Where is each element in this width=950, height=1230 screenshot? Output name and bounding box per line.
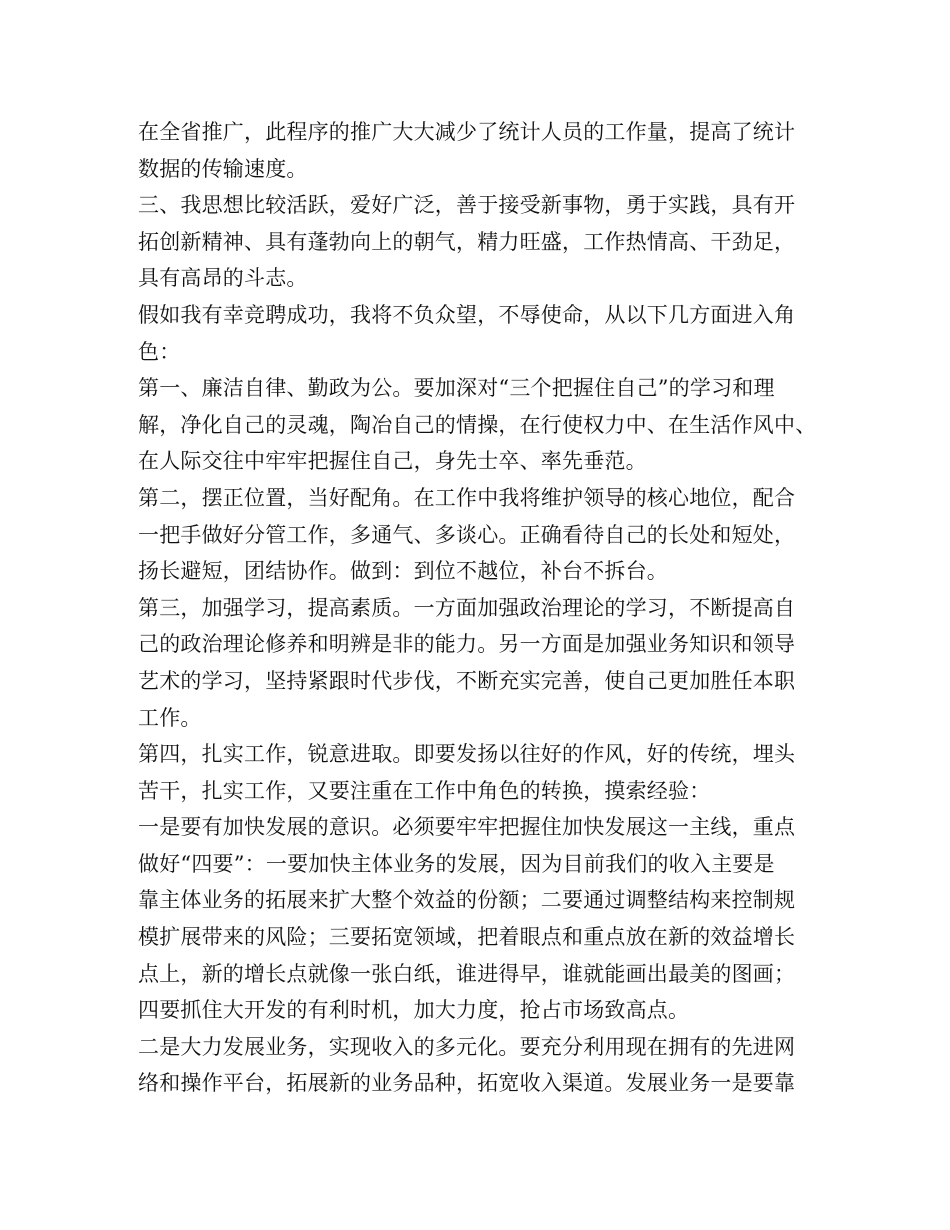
text-line: 在全省推广，此程序的推广大大减少了统计人员的工作量，提高了统计 (138, 120, 796, 144)
text-line: 第二，摆正位置，当好配角。在工作中我将维护领导的核心地位，配合 (138, 485, 796, 510)
text-line: 假如我有幸竞聘成功，我将不负众望，不辱使命，从以下几方面进入角 (138, 302, 796, 327)
text-line: 三、我思想比较活跃，爱好广泛，善于接受新事物，勇于实践，具有开 (138, 193, 796, 218)
text-line: 工作。 (138, 705, 202, 730)
text-line: 四要抓住大开发的有利时机，加大力度，抢占市场致高点。 (138, 998, 690, 1023)
text-line: 第三，加强学习，提高素质。一方面加强政治理论的学习，不断提高自 (138, 595, 796, 620)
text-line: 具有高昂的斗志。 (138, 266, 308, 291)
text-line: 苦干，扎实工作，又要注重在工作中角色的转换，摸索经验： (138, 778, 711, 803)
text-line: 二是大力发展业务，实现收入的多元化。要充分利用现在拥有的先进网 (138, 1034, 796, 1059)
text-line: 拓创新精神、具有蓬勃向上的朝气，精力旺盛，工作热情高、干劲足， (138, 229, 796, 254)
text-line: 己的政治理论修养和明辨是非的能力。另一方面是加强业务知识和领导 (138, 632, 796, 657)
text-line: 点上，新的增长点就像一张白纸，谁进得早，谁就能画出最美的图画； (138, 961, 796, 986)
text-line: 靠主体业务的拓展来扩大整个效益的份额；二要通过调整结构来控制规 (138, 888, 796, 913)
text-line: 解，净化自己的灵魂，陶冶自己的情操，在行使权力中、在生活作风中、 (138, 412, 817, 437)
text-line: 在人际交往中牢牢把握住自己，身先士卒、率先垂范。 (138, 449, 647, 474)
text-line: 数据的传输速度。 (138, 156, 308, 181)
text-line: 色： (138, 339, 181, 364)
text-line: 一是要有加快发展的意识。必须要牢牢把握住加快发展这一主线，重点 (138, 815, 796, 840)
text-line: 模扩展带来的风险；三要拓宽领域，把着眼点和重点放在新的效益增长 (138, 925, 796, 950)
document-body (138, 114, 838, 1102)
text-line: 第一、廉洁自律、勤政为公。要加深对“三个把握住自己”的学习和理 (138, 376, 775, 401)
text-line: 络和操作平台，拓展新的业务品种，拓宽收入渠道。发展业务一是要靠 (138, 1071, 796, 1096)
text-line: 一把手做好分管工作，多通气、多谈心。正确看待自己的长处和短处， (138, 522, 796, 547)
text-line: 做好“四要”：一要加快主体业务的发展，因为目前我们的收入主要是 (138, 851, 775, 876)
text-line: 艺术的学习，坚持紧跟时代步伐，不断充实完善，使自己更加胜任本职 (138, 668, 796, 693)
text-line: 第四，扎实工作，锐意进取。即要发扬以往好的作风，好的传统，埋头 (138, 742, 796, 767)
text-line: 扬长避短，团结协作。做到：到位不越位，补台不拆台。 (138, 559, 668, 584)
